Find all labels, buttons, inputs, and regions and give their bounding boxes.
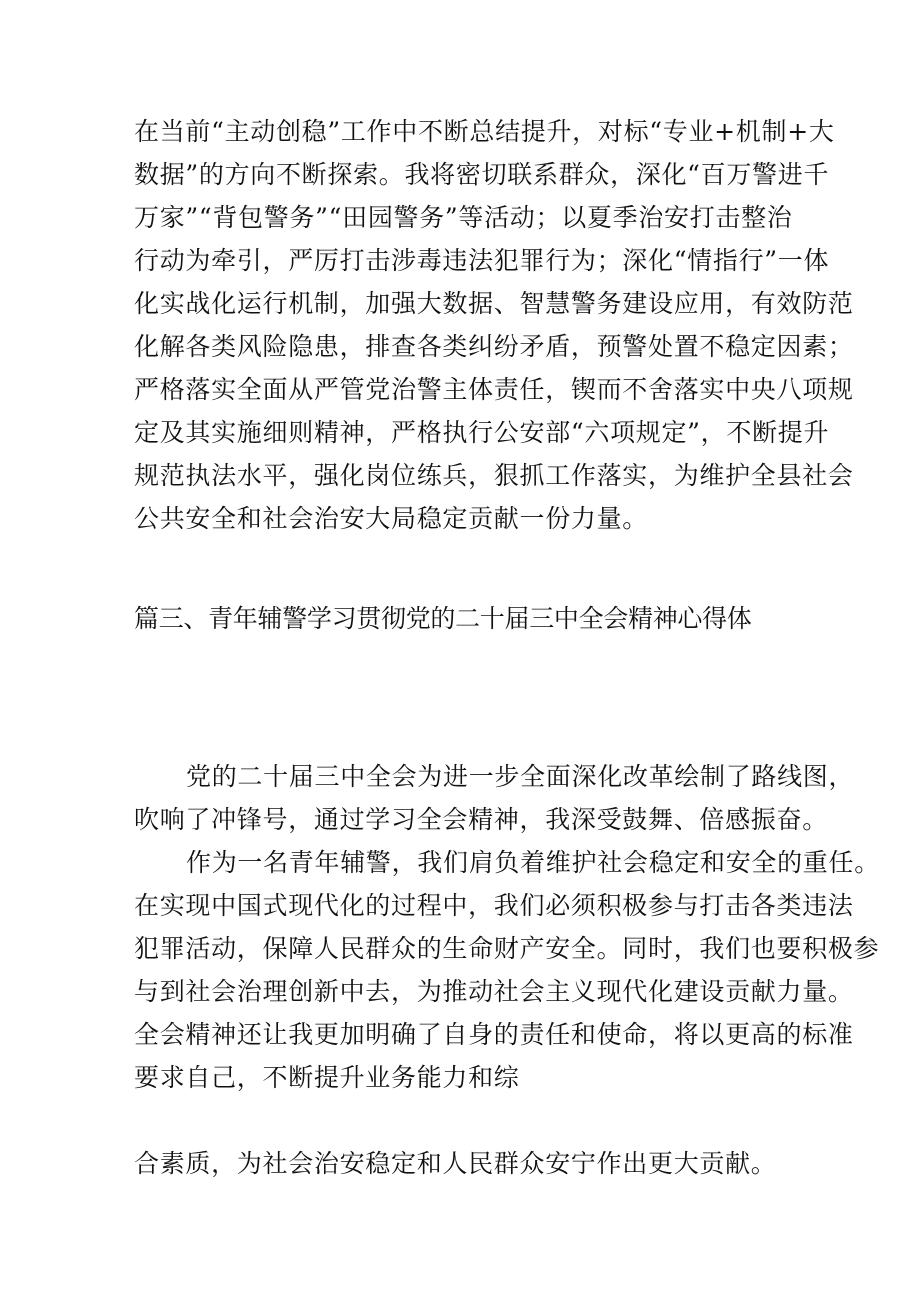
paragraph-line: 规范执法水平，强化岗位练兵，狠抓工作落实，为维护全县社会	[134, 461, 854, 490]
paragraph-line: 公共安全和社会治安大局稳定贡献一份力量。	[134, 504, 649, 533]
paragraph-line: 数据”的方向不断探索。我将密切联系群众，深化“百万警进千	[134, 160, 830, 189]
paragraph-line: 与到社会治理创新中去，为推动社会主义现代化建设贡献力量。	[134, 977, 854, 1006]
paragraph-line: 严格落实全面从严管党治警主体责任，锲而不舍落实中央八项规	[134, 375, 854, 404]
paragraph-line: 在当前“主动创稳”工作中不断总结提升，对标“专业+机制+大	[134, 117, 835, 146]
section-title: 篇三、青年辅警学习贯彻党的二十届三中全会精神心得体	[134, 604, 752, 633]
paragraph-line: 作为一名青年辅警，我们肩负着维护社会稳定和安全的重任。	[186, 848, 880, 877]
paragraph-line: 吹响了冲锋号，通过学习全会精神，我深受鼓舞、倍感振奋。	[134, 805, 828, 834]
paragraph-line: 要求自己，不断提升业务能力和综	[134, 1063, 520, 1092]
paragraph-line: 化解各类风险隐患，排查各类纠纷矛盾，预警处置不稳定因素；	[134, 332, 854, 361]
paragraph-line: 全会精神还让我更加明确了自身的责任和使命，将以更高的标准	[134, 1020, 854, 1049]
paragraph-line: 行动为牵引，严厉打击涉毒违法犯罪行为；深化“情指行”一体	[134, 246, 830, 275]
paragraph-line: 党的二十届三中全会为进一步全面深化改革绘制了路线图，	[186, 762, 855, 791]
paragraph-line: 在实现中国式现代化的过程中，我们必须积极参与打击各类违法	[134, 891, 854, 920]
paragraph-line: 万家”“背包警务”“田园警务”等活动；以夏季治安打击整治	[134, 203, 793, 232]
paragraph-line: 犯罪活动，保障人民群众的生命财产安全。同时，我们也要积极参	[134, 934, 880, 963]
paragraph-line: 化实战化运行机制，加强大数据、智慧警务建设应用，有效防范	[134, 289, 854, 318]
paragraph-line: 合素质，为社会治安稳定和人民群众安宁作出更大贡献。	[134, 1149, 777, 1178]
paragraph-line: 定及其实施细则精神，严格执行公安部“六项规定”，不断提升	[134, 418, 830, 447]
